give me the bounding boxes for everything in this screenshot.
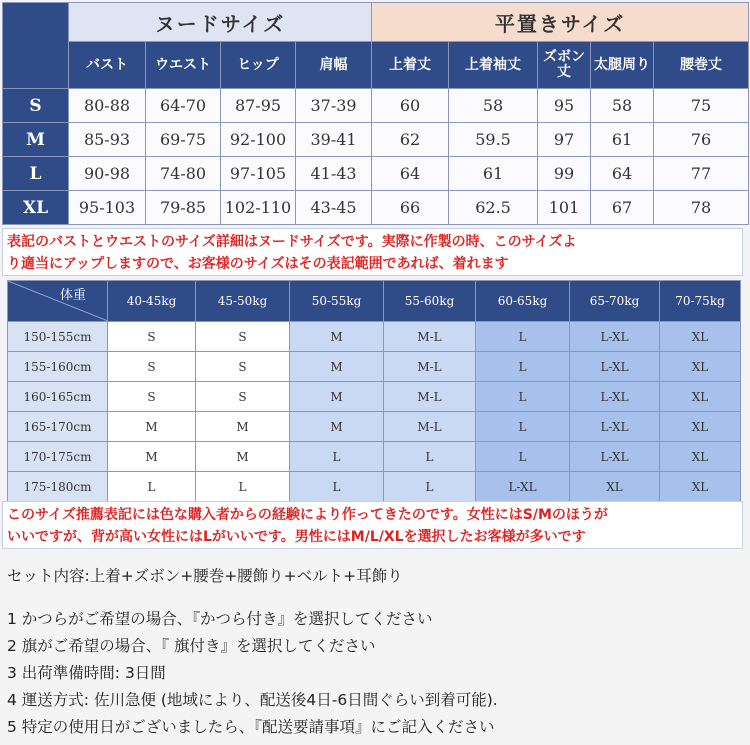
recommended-size-cell: L — [384, 442, 476, 472]
diagonal-divider — [8, 281, 108, 321]
info-item-5: 5 特定の使用日がございましたら、『配送要請事項』にご記入ください — [7, 718, 495, 736]
size-value-cell: 74-80 — [146, 157, 221, 191]
size-value-cell: 92-100 — [221, 123, 296, 157]
size-value-cell: 66 — [372, 191, 449, 225]
size-value-cell: 67 — [591, 191, 654, 225]
size-value-cell: 101 — [538, 191, 591, 225]
recommended-size-cell: L — [476, 412, 570, 442]
recommended-size-cell: XL — [660, 442, 741, 472]
recommended-size-cell: L-XL — [570, 412, 660, 442]
weight-column-header: 65-70kg — [570, 281, 660, 322]
size-value-cell: 79-85 — [146, 191, 221, 225]
size-column-header: ズボン丈 — [538, 42, 591, 89]
size-recommendation-table — [7, 280, 741, 502]
size-value-cell: 61 — [591, 123, 654, 157]
recommended-size-cell: L-XL — [570, 322, 660, 352]
recommended-size-cell: L-XL — [476, 472, 570, 502]
size-value-cell: 97 — [538, 123, 591, 157]
size-value-cell: 58 — [449, 89, 538, 123]
table-row — [8, 412, 741, 442]
recommended-size-cell: M-L — [384, 322, 476, 352]
size-value-cell: 102-110 — [221, 191, 296, 225]
recommended-size-cell: L — [476, 352, 570, 382]
rec-table-corner — [8, 281, 108, 322]
size-value-cell: 76 — [654, 123, 749, 157]
size-row-label: S — [3, 89, 69, 123]
nude-size-group-header: ヌードサイズ — [69, 3, 372, 42]
recommended-size-cell: M — [290, 322, 384, 352]
weight-column-header: 40-45kg — [108, 281, 196, 322]
size-column-header: 腰巻丈 — [654, 42, 749, 89]
recommended-size-cell: S — [108, 352, 196, 382]
product-info-section — [0, 550, 750, 745]
nude-size-note-line-2: り適当にアップしますので、お客様のサイズはその表記範囲であれば、着れます — [7, 256, 509, 272]
weight-column-header: 50-55kg — [290, 281, 384, 322]
recommended-size-cell: L — [290, 472, 384, 502]
size-column-header: バスト — [69, 42, 146, 89]
recommended-size-cell: M-L — [384, 412, 476, 442]
info-item-1: 1 かつらがご希望の場合、『かつら付き』を選択してください — [7, 610, 433, 628]
recommended-size-cell: M-L — [384, 382, 476, 412]
recommended-size-cell: XL — [660, 412, 741, 442]
size-value-cell: 95-103 — [69, 191, 146, 225]
info-item-4: 4 運送方式: 佐川急便 (地域により、配送後4日-6日間ぐらい到着可能). — [7, 691, 498, 709]
size-column-header: 上着袖丈 — [449, 42, 538, 89]
recommended-size-cell: M-L — [384, 352, 476, 382]
recommended-size-cell: S — [108, 382, 196, 412]
table-row — [8, 382, 741, 412]
recommended-size-cell: L — [290, 442, 384, 472]
size-column-header: 上着丈 — [372, 42, 449, 89]
height-row-label: 155-160cm — [8, 352, 108, 382]
size-value-cell: 62 — [372, 123, 449, 157]
recommended-size-cell: XL — [660, 382, 741, 412]
recommended-size-cell: L — [476, 322, 570, 352]
recommended-size-cell: M — [108, 412, 196, 442]
size-value-cell: 90-98 — [69, 157, 146, 191]
height-row-label: 150-155cm — [8, 322, 108, 352]
size-value-cell: 99 — [538, 157, 591, 191]
size-value-cell: 77 — [654, 157, 749, 191]
height-row-label: 170-175cm — [8, 442, 108, 472]
size-value-cell: 41-43 — [296, 157, 372, 191]
recommended-size-cell: L — [196, 472, 290, 502]
recommended-size-cell: M — [290, 352, 384, 382]
size-column-header: 肩幅 — [296, 42, 372, 89]
table-row — [3, 123, 749, 157]
recommended-size-cell: L — [476, 382, 570, 412]
recommended-size-cell: XL — [570, 472, 660, 502]
recommended-size-cell: M — [196, 442, 290, 472]
recommended-size-cell: S — [196, 382, 290, 412]
recommended-size-cell: S — [108, 322, 196, 352]
table-row — [3, 157, 749, 191]
table-row — [8, 472, 741, 502]
recommended-size-cell: M — [290, 382, 384, 412]
recommended-size-cell: M — [196, 412, 290, 442]
weight-corner-label: 体重 — [60, 288, 87, 303]
recommended-size-cell: L-XL — [570, 382, 660, 412]
size-table-corner — [3, 3, 69, 89]
size-value-cell: 69-75 — [146, 123, 221, 157]
recommendation-note-line-2: いいですが、背が高い女性にはLがいいです。男性にはM/L/XLを選択したお客様が多いです — [7, 529, 586, 545]
size-value-cell: 61 — [449, 157, 538, 191]
size-column-header: ヒップ — [221, 42, 296, 89]
recommended-size-cell: L-XL — [570, 442, 660, 472]
size-value-cell: 60 — [372, 89, 449, 123]
size-value-cell: 58 — [591, 89, 654, 123]
recommended-size-cell: M — [290, 412, 384, 442]
height-row-label: 160-165cm — [8, 382, 108, 412]
recommended-size-cell: L — [108, 472, 196, 502]
nude-size-note-line-1: 表記のバストとウエストのサイズ詳細はヌードサイズです。実際に作製の時、このサイズよ — [7, 234, 577, 250]
size-value-cell: 80-88 — [69, 89, 146, 123]
table-row — [8, 352, 741, 382]
size-column-header: 太腿周り — [591, 42, 654, 89]
size-value-cell: 75 — [654, 89, 749, 123]
size-column-header: ウエスト — [146, 42, 221, 89]
recommended-size-cell: L — [384, 472, 476, 502]
recommended-size-cell: L-XL — [570, 352, 660, 382]
size-chart-table — [2, 2, 749, 225]
size-value-cell: 59.5 — [449, 123, 538, 157]
table-row — [3, 191, 749, 225]
size-value-cell: 78 — [654, 191, 749, 225]
recommended-size-cell: M — [108, 442, 196, 472]
recommended-size-cell: S — [196, 322, 290, 352]
recommended-size-cell: XL — [660, 352, 741, 382]
table-row — [8, 322, 741, 352]
set-contents-text: セット内容:上着+ズボン+腰巻+腰飾り+ベルト+耳飾り — [7, 567, 403, 585]
nude-size-note — [2, 228, 743, 276]
info-item-3: 3 出荷準備時間: 3日間 — [7, 664, 166, 682]
recommended-size-cell: S — [196, 352, 290, 382]
info-item-2: 2 旗がご希望の場合、『 旗付き』を選択してください — [7, 637, 376, 655]
height-row-label: 175-180cm — [8, 472, 108, 502]
weight-column-header: 55-60kg — [384, 281, 476, 322]
size-row-label: XL — [3, 191, 69, 225]
size-value-cell: 64-70 — [146, 89, 221, 123]
size-value-cell: 85-93 — [69, 123, 146, 157]
recommended-size-cell: L — [476, 442, 570, 472]
size-value-cell: 64 — [372, 157, 449, 191]
weight-column-header: 45-50kg — [196, 281, 290, 322]
recommended-size-cell: XL — [660, 322, 741, 352]
weight-column-header: 60-65kg — [476, 281, 570, 322]
size-value-cell: 43-45 — [296, 191, 372, 225]
table-row — [8, 442, 741, 472]
size-value-cell: 62.5 — [449, 191, 538, 225]
height-row-label: 165-170cm — [8, 412, 108, 442]
recommended-size-cell: XL — [660, 472, 741, 502]
size-row-label: M — [3, 123, 69, 157]
recommendation-note — [2, 501, 743, 549]
size-value-cell: 95 — [538, 89, 591, 123]
weight-column-header: 70-75kg — [660, 281, 741, 322]
table-row — [3, 89, 749, 123]
flat-size-group-header: 平置きサイズ — [372, 3, 749, 42]
size-value-cell: 64 — [591, 157, 654, 191]
size-value-cell: 87-95 — [221, 89, 296, 123]
size-value-cell: 37-39 — [296, 89, 372, 123]
recommendation-note-line-1: このサイズ推薦表記には色な購入者からの経験により作ってきたのです。女性にはS/Mのほうが — [7, 507, 608, 523]
size-value-cell: 97-105 — [221, 157, 296, 191]
size-row-label: L — [3, 157, 69, 191]
size-value-cell: 39-41 — [296, 123, 372, 157]
